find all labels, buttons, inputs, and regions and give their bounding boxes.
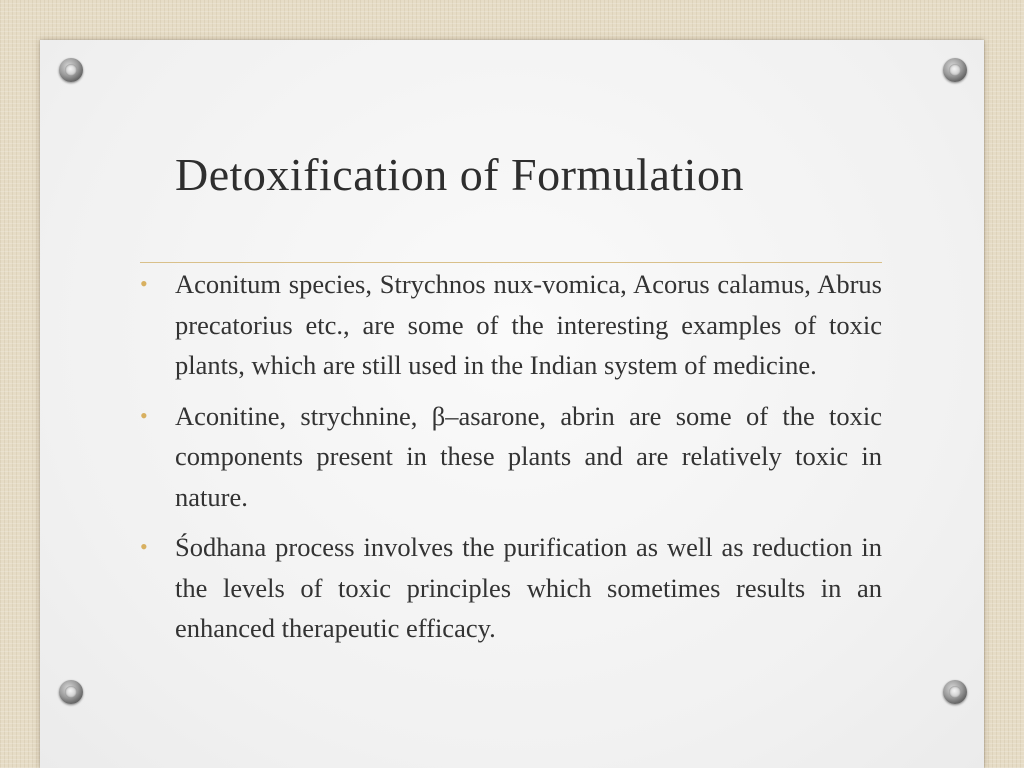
rivet-icon <box>943 58 967 82</box>
bullet-icon: • <box>140 271 148 296</box>
title-divider <box>140 262 882 263</box>
rivet-icon <box>59 58 83 82</box>
bullet-item <box>140 264 882 386</box>
rivet-icon <box>943 680 967 704</box>
bullet-text: Śodhana process involves the purification as well as reduction in the levels of toxic principles which sometimes results in an enhanced therapeutic efficacy. <box>175 532 882 643</box>
bullet-text: Aconitine, strychnine, β–asarone, abrin are some of the toxic components present in these plants and are relatively toxic in nature. <box>175 400 882 512</box>
slide-title: Detoxification of Formulation <box>175 149 744 200</box>
rivet-icon <box>59 680 83 704</box>
bullet-icon: • <box>140 534 148 559</box>
bullet-item <box>140 527 882 649</box>
bullet-icon: • <box>140 402 148 428</box>
bullet-item <box>140 396 882 518</box>
bullet-text: Aconitum species, Strychnos nux-vomica, Acorus calamus, Abrus precatorius etc., are some of the interesting examples of toxic plants, which are still used in the Indian system of medicine. <box>175 269 882 380</box>
bullet-list <box>140 264 882 659</box>
